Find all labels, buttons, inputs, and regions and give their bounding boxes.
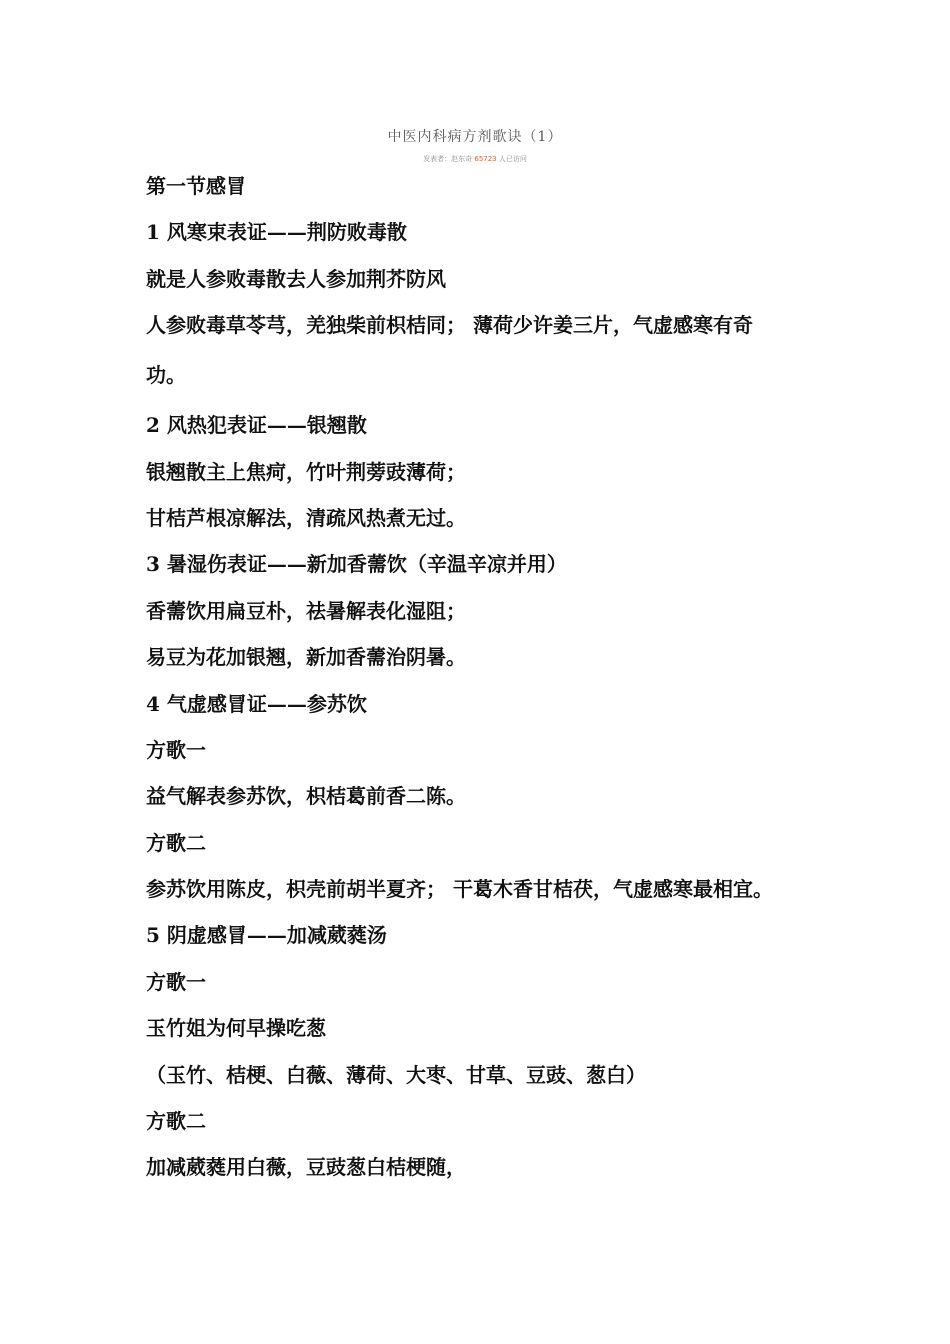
document-body <box>146 168 836 1196</box>
document-meta <box>0 154 950 164</box>
section-heading: 第一节感冒 <box>146 174 246 198</box>
verse-line: 香薷饮用扁豆朴，祛暑解表化湿阻； <box>146 598 466 623</box>
view-suffix: 人已访问 <box>496 155 527 163</box>
verse-label: 方歌二 <box>146 1109 206 1134</box>
verse-label: 方歌二 <box>146 830 206 855</box>
formula-heading: 4 气虚感冒证——参苏饮 <box>146 691 367 716</box>
author-label: 发表者：赵东奇 <box>423 155 475 163</box>
verse-line: 益气解表参苏饮，枳桔葛前香二陈。 <box>146 784 466 809</box>
view-count: 65723 <box>474 155 497 163</box>
verse-line: 易豆为花加银翘，新加香薷治阴暑。 <box>146 645 466 670</box>
formula-heading: 5 阴虚感冒——加减葳蕤汤 <box>146 923 387 948</box>
verse-line: 人参败毒草苓芎，羌独柴前枳桔同； 薄荷少许姜三片，气虚感寒有奇 <box>146 313 753 338</box>
document-title: 中医内科病方剂歌诀（1） <box>387 129 563 145</box>
body-line: 就是人参败毒散去人参加荆芥防风 <box>146 266 446 291</box>
mnemonic-line: 玉竹姐为何早操吃葱 <box>146 1016 326 1041</box>
formula-heading: 1 风寒束表证——荆防败毒散 <box>146 220 407 245</box>
formula-heading: 3 暑湿伤表证——新加香薷饮（辛温辛凉并用） <box>146 552 567 577</box>
verse-line: 参苏饮用陈皮，枳壳前胡半夏齐； 干葛木香甘桔茯，气虚感寒最相宜。 <box>146 877 773 902</box>
verse-line: 银翘散主上焦疴，竹叶荆蒡豉薄荷； <box>146 459 466 484</box>
verse-label: 方歌一 <box>146 969 206 994</box>
verse-label: 方歌一 <box>146 737 206 762</box>
verse-line: 甘桔芦根凉解法，清疏风热煮无过。 <box>146 505 466 530</box>
verse-line: 加减葳蕤用白薇，豆豉葱白桔梗随， <box>146 1155 466 1180</box>
verse-line-continued: 功。 <box>146 363 186 388</box>
formula-heading: 2 风热犯表证——银翘散 <box>146 413 367 438</box>
ingredient-list: （玉竹、桔梗、白薇、薄荷、大枣、甘草、豆豉、葱白） <box>146 1062 646 1087</box>
